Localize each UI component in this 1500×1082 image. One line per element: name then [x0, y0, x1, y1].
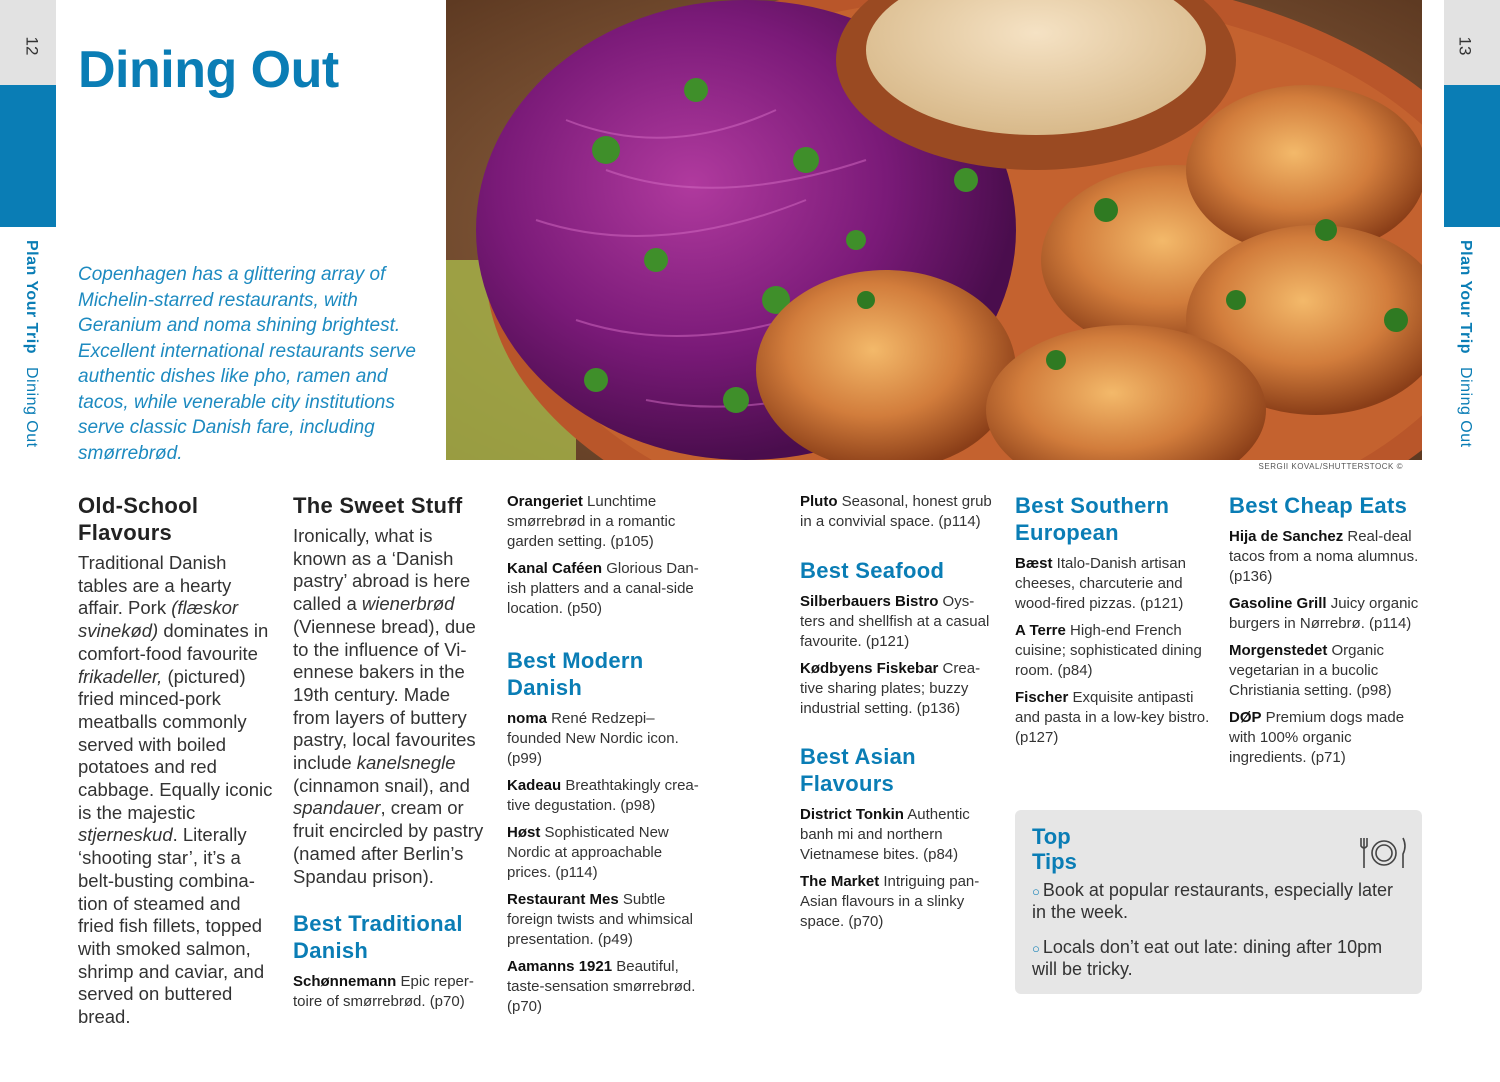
italic-term: wienerbrød — [361, 593, 455, 615]
heading-line: Tips — [1032, 849, 1077, 874]
venue-name: Aamanns 1921 — [507, 958, 613, 975]
sweet-stuff-body — [293, 525, 489, 888]
venue-desc: Sophisticated New Nordic at approachable prices. (p114) — [507, 824, 669, 881]
venue-desc: Epic repertoire of smørrebrød. (p70) — [293, 973, 474, 1011]
section-heading: Best Cheap Eats — [1229, 493, 1408, 518]
venue-name: The Market — [800, 873, 880, 890]
tip-text: Locals don’t eat out late: dining after 10pm will be tricky. — [1032, 937, 1383, 979]
list-item — [507, 890, 705, 950]
cutlery-icon — [1360, 836, 1408, 870]
venue-desc: Glorious Danish platters and a canal-side location. (p50) — [507, 560, 699, 617]
list-item — [507, 709, 705, 769]
list-item — [293, 972, 489, 1012]
side-section-label: Plan Your Trip — [1457, 240, 1474, 354]
top-tips-heading — [1032, 824, 1077, 874]
section-heading: Best Seafood — [800, 558, 945, 583]
venue-name: Hija de Sanchez — [1229, 528, 1344, 545]
right-page-number: 13 — [1455, 36, 1475, 56]
italic-term: frikadeller, — [78, 665, 163, 687]
list-item — [800, 805, 994, 865]
left-section-marker — [0, 85, 56, 227]
venue-desc: Organic vegetarian in a bucolic Christiania setting. (p98) — [1229, 642, 1392, 699]
text-run: (Viennese bread), due to the influence of Viennese bakers in the 19th century. Made from layers of buttery pastry, local favourites include — [293, 615, 476, 774]
venue-name: Gasoline Grill — [1229, 595, 1327, 612]
tip-text: Book at popular restaurants, especially later in the week. — [1032, 880, 1394, 922]
venue-name: Morgenstedet — [1229, 642, 1328, 659]
venue-desc: Subtle foreign twists and whimsical presentation. (p49) — [507, 891, 693, 948]
venue-desc: René Redzepi–founded New Nordic icon. (p99) — [507, 710, 679, 767]
italic-term: kanelsnegle — [356, 752, 456, 774]
list-item — [507, 957, 705, 1017]
text-run: . Literally ‘shooting star’, it’s a belt-busting combination of steamed and fried fish fillets, topped with smoked salmon, shrimp and caviar, and served on buttered bread. — [78, 824, 265, 1028]
side-section-label: Plan Your Trip — [23, 240, 40, 354]
list-item — [1229, 594, 1425, 634]
list-item — [507, 776, 705, 816]
food-photo-illustration — [446, 0, 1422, 460]
venue-name: Kadeau — [507, 777, 562, 794]
section-heading: The Sweet Stuff — [293, 493, 463, 518]
list-item — [800, 592, 994, 652]
list-item — [507, 559, 705, 619]
left-side-label — [22, 240, 40, 448]
photo-credit: SERGII KOVAL/SHUTTERSTOCK © — [1258, 462, 1403, 471]
side-chapter-label: Dining Out — [1457, 366, 1474, 448]
venue-desc: Premium dogs made with 100% organic ingredients. (p71) — [1229, 709, 1405, 766]
venue-name: DØP — [1229, 709, 1262, 726]
side-chapter-label: Dining Out — [23, 366, 40, 448]
list-item — [507, 492, 705, 552]
venue-desc: Lunchtime smørrebrød in a romantic garden setting. (p105) — [507, 493, 676, 550]
venue-name: District Tonkin — [800, 806, 904, 823]
food-photo — [446, 0, 1422, 460]
venue-desc: Juicy organic burgers in Nørrebrø. (p114) — [1229, 595, 1419, 632]
venue-desc: Breathtakingly creative degustation. (p98) — [507, 777, 699, 814]
list-item — [1015, 554, 1211, 614]
left-page-number: 12 — [22, 36, 42, 56]
italic-term: spandauer — [293, 797, 381, 819]
list-item — [800, 659, 994, 719]
section-heading: Old-School Flavours — [78, 493, 199, 545]
text-run: dominates in comfort-food favourite — [78, 620, 269, 664]
list-item — [507, 823, 705, 883]
intro-paragraph: Copenhagen has a glittering array of Michelin-starred restaurants, with Geranium and noma shining brightest. Excellent international restaurants serve authentic dishes like pho, ramen and tacos, while venerable city institutions serve classic Danish fare, including smørrebrød. — [78, 264, 416, 464]
venue-name: Restaurant Mes — [507, 891, 619, 908]
venue-desc: Oysters and shellfish at a casual favourite. (p121) — [800, 593, 990, 650]
column-6 — [1229, 492, 1425, 775]
old-school-section — [78, 492, 273, 1029]
section-heading: Best Southern European — [1015, 493, 1170, 545]
list-item — [1015, 621, 1211, 681]
venue-name: Pluto — [800, 493, 838, 510]
venue-name: Fischer — [1015, 689, 1069, 706]
venue-desc: Beautiful, taste-sensation smørrebrød. (p70) — [507, 958, 696, 1015]
column-3 — [507, 492, 705, 1024]
tip-item — [1032, 880, 1412, 923]
old-school-body — [78, 552, 273, 1029]
list-item — [1229, 641, 1425, 701]
venue-name: A Terre — [1015, 622, 1066, 639]
sweet-stuff-section — [293, 492, 489, 1019]
list-item — [800, 492, 994, 532]
tip-item — [1032, 937, 1412, 980]
venue-desc: Creative sharing plates; buzzy industrial setting. (p136) — [800, 660, 981, 717]
venue-desc: Intriguing pan-Asian flavours in a slinky space. (p70) — [800, 873, 980, 930]
top-tips-box — [1015, 810, 1422, 994]
column-5 — [1015, 492, 1211, 755]
section-heading: Best Asian Flavours — [800, 744, 916, 796]
column-4 — [800, 492, 994, 939]
top-tips-list — [1032, 880, 1412, 994]
venue-desc: Authentic banh mi and northern Vietnamese bites. (p84) — [800, 806, 970, 863]
text-run: , cream or fruit encircled by pastry (named after Berlin’s Spandau prison). — [293, 797, 484, 887]
section-heading: Best Traditional Danish — [293, 911, 463, 964]
list-item — [1229, 527, 1425, 587]
text-run: (cinnamon snail), and — [293, 774, 470, 796]
venue-name: Kødbyens Fiskebar — [800, 660, 939, 677]
venue-desc: Seasonal, honest grub in a convivial space. (p114) — [800, 493, 992, 530]
text-run: Ironically, what is known as a ‘Danish pastry’ abroad is here called a — [293, 525, 471, 615]
italic-term: stjerneskud — [78, 824, 173, 846]
venue-name: Orangeriet — [507, 493, 583, 510]
venue-name: Schønnemann — [293, 973, 397, 991]
text-run: Traditional Danish tables are a hearty affair. Pork — [78, 552, 232, 619]
venue-desc: Real-deal tacos from a noma alumnus. (p136) — [1229, 528, 1419, 585]
venue-desc: Exquisite antipasti and pasta in a low-key bistro. (p127) — [1015, 689, 1210, 746]
heading-line: Top — [1032, 824, 1071, 849]
bullet-icon: ○ — [1032, 941, 1040, 956]
venue-name: Høst — [507, 824, 541, 841]
venue-name: Silberbauers Bistro — [800, 593, 939, 610]
list-item — [800, 872, 994, 932]
list-item — [1229, 708, 1425, 768]
venue-desc: Italo-Danish artisan cheeses, charcuterie and wood-fired pizzas. (p121) — [1015, 555, 1186, 612]
italic-term: (flæskor svinekød) — [78, 597, 239, 642]
bullet-icon: ○ — [1032, 884, 1040, 899]
text-run: (pictured) fried minced-pork meatballs commonly served with boiled potatoes and red cabbage. Equally iconic is the majestic — [78, 665, 273, 823]
section-heading: Best Modern Danish — [507, 648, 644, 700]
venue-name: noma — [507, 710, 548, 727]
right-section-marker — [1444, 85, 1500, 227]
right-side-label — [1456, 240, 1474, 448]
venue-name: Kanal Caféen — [507, 560, 603, 577]
venue-name: Bæst — [1015, 555, 1053, 572]
list-item — [1015, 688, 1211, 748]
venue-desc: High-end French cuisine; sophisticated dining room. (p84) — [1015, 622, 1202, 679]
page-title: Dining Out — [78, 41, 339, 99]
